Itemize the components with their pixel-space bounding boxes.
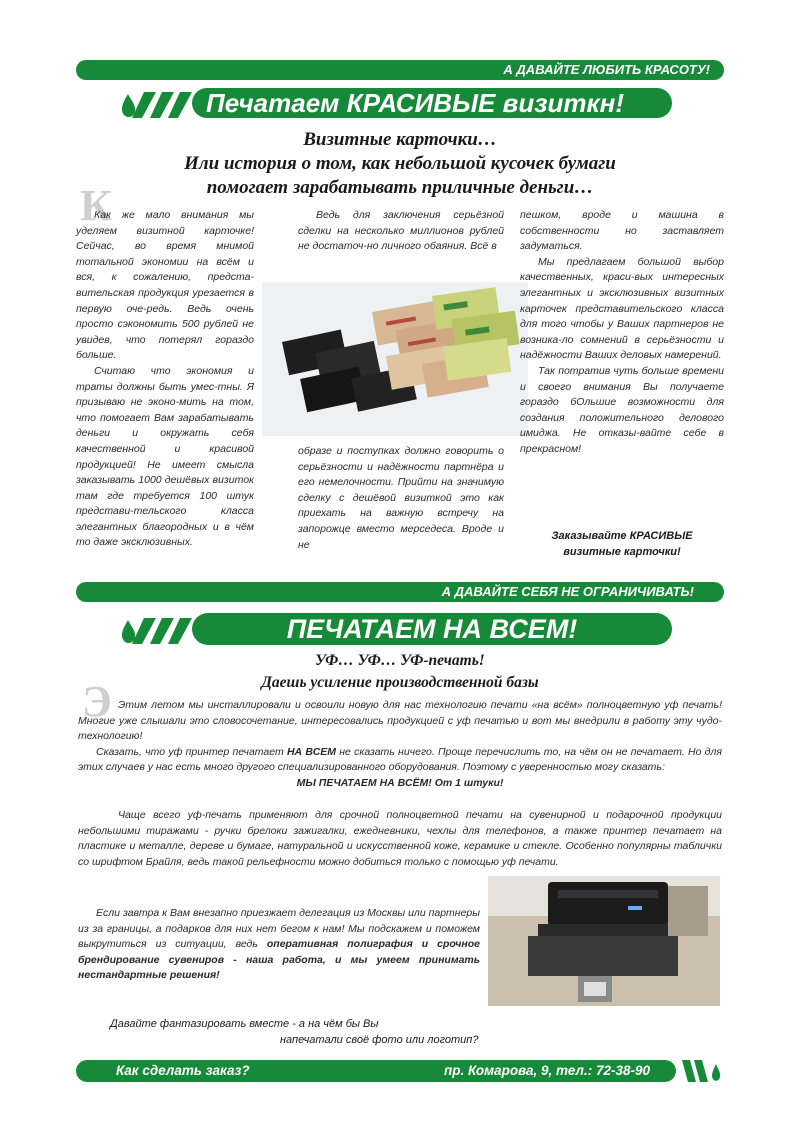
paragraph: Так потратив чуть больше времени и своего внимания Вы получаете гораздо бОльшие возможности для создания положительного делового имиджа. Не отказы-вайте себе в прекрасном! xyxy=(520,364,724,455)
dropcap: Э xyxy=(82,677,112,726)
paragraph: образе и поступках должно говорить о серьёзности и надёжности партнёра и его немелочности. Прийти на значимую сделку с дешёвой визиткой это как приехать на важную встречу на запорожце вместо мерседеса. Вроде и не xyxy=(298,445,504,551)
paragraph xyxy=(78,906,480,984)
section2-body xyxy=(78,698,722,792)
text-run-bold: оперативная полиграфия и срочное брендирование сувениров - наша работа, и мы умеем принимать нестандартные решения! xyxy=(78,938,480,982)
mid-banner: А ДАВАЙТЕ СЕБЯ НЕ ОГРАНИЧИВАТЬ! xyxy=(76,582,724,602)
business-cards-photo xyxy=(262,282,528,436)
dropcap: К xyxy=(80,181,112,230)
section1-column-2-bottom xyxy=(298,444,504,553)
top-banner: А ДАВАЙТЕ ЛЮБИТЬ КРАСОТУ! xyxy=(76,60,724,80)
text-run: не сказать ничего. Проще перечислить то, на чём он не печатает. Но для этих случаев у нас есть много другого специализированного оборудования. Поэтому с уверенностью могу сказать: xyxy=(78,745,722,774)
text-run: Если завтра к Вам внезапно приезжает делегация из Москвы или партнеры из за границы, а подарков для них нет бегом к нам! Мы подскажем и поможем выкрутиться из ситуации, ведь xyxy=(78,907,480,951)
title-line: помогает зарабатывать приличные деньги… xyxy=(206,177,594,198)
paragraph: Мы предлагаем большой выбор качественных, краси-вых интересных элегантных и эксклюзивных визитных карточек представительского класса для того чтобы у Ваших партнеров не возника-ло сомнений в серьёзности и надёжности Ваших деловых намерений. xyxy=(520,255,724,362)
footer-bar xyxy=(76,1060,676,1082)
title-line: Даешь усиление производственной базы xyxy=(261,674,539,691)
section2-title xyxy=(100,650,700,694)
paragraph: Чаще всего уф-печать применяют для срочной полноцветной печати на сувенирной и подарочной продукции небольшими тиражами - ручки брелоки зажигалки, ежедневники, чехлы для телефонов, а также принтер печатает на пластике и металле, дереве и бумаге, натуральной и искусственной коже, керамике и стекле. Особенно популярны таблички со шрифтом Брайля, ведь такой рельефности можно добиться только с помощью уф печати. xyxy=(78,809,722,868)
closing-line: Давайте фантазировать вместе - а на чём бы Вы xyxy=(110,1018,379,1030)
title-line: Или история о том, как небольшой кусочек бумаги xyxy=(184,153,616,174)
footer-order-link[interactable]: Как сделать заказ? xyxy=(116,1063,250,1078)
title-line: УФ… УФ… УФ-печать! xyxy=(315,652,485,669)
cta-line: визитные карточки! xyxy=(563,546,681,558)
section1-column-3 xyxy=(520,208,724,458)
section1-call-to-action xyxy=(520,528,724,560)
section2-slogan: МЫ ПЕЧАТАЕМ НА ВСЁМ! От 1 штуки! xyxy=(296,776,504,789)
paragraph: Как же мало внимания мы уделяем визитной карточке! Сейчас, во время мнимой тотальной экономии на всём и вся, к сожалению, предста-вительская продукция урезается в первую оче-редь. Ведь очень просто сэкономить 500 рублей не увидев, что потерял гораздо больше. xyxy=(76,209,254,362)
paragraph: Ведь для заключения серьёзной сделки на несколько миллионов рублей не достаточ-но личного обаяния. Всё в xyxy=(298,209,504,253)
closing-line: напечатали своё фото или логотип? xyxy=(280,1034,479,1046)
text-run: Сказать, что уф принтер печатает xyxy=(96,745,287,758)
section2-closing xyxy=(110,1016,530,1048)
title-line: Визитные карточки… xyxy=(303,129,497,150)
footer-address: пр. Комарова, 9, тел.: 72-38-90 xyxy=(444,1063,650,1078)
section1-column-2-top xyxy=(298,208,504,255)
drop-logo-icon xyxy=(680,1058,724,1084)
drop-logo-icon xyxy=(118,612,194,648)
section1-column-1 xyxy=(76,208,254,551)
text-run-bold: НА ВСЕМ xyxy=(286,745,337,758)
section1-title xyxy=(60,128,740,200)
drop-logo-icon xyxy=(118,86,194,122)
section2-body-cont xyxy=(78,808,722,870)
cta-line: Заказывайте КРАСИВЫЕ xyxy=(551,530,693,542)
paragraph: Считаю что экономия и траты должны быть умес-тны. Я призываю не эконо-мить на том, что помогает Вам зарабатывать деньги и окружать себя качественной и красивой продукцией! Не имеет смысла заказывать 1000 дешёвых визиток там где требуется 100 штук представи-тельского класса элегантных благородных и в чём то даже эксклюзивных. xyxy=(76,364,254,549)
section1-header: Печатаем КРАСИВЫЕ визиткн! xyxy=(192,88,672,118)
section2-header: ПЕЧАТАЕМ НА ВСЕМ! xyxy=(192,613,672,645)
uv-printer-photo xyxy=(488,876,720,1006)
paragraph xyxy=(78,745,722,776)
paragraph: пешком, вроде и машина в собственности но заставляет задуматься. xyxy=(520,209,724,253)
paragraph: Этим летом мы инсталлировали и освоили новую для нас технологию печати «на всём» полноцветную уф печать! Многие уже слышали это словосочетание, интересовались продукцией с уф печатью и вот мы внедрили в работу эту чудо-технологию! xyxy=(78,699,722,743)
section2-body-left xyxy=(78,906,480,984)
